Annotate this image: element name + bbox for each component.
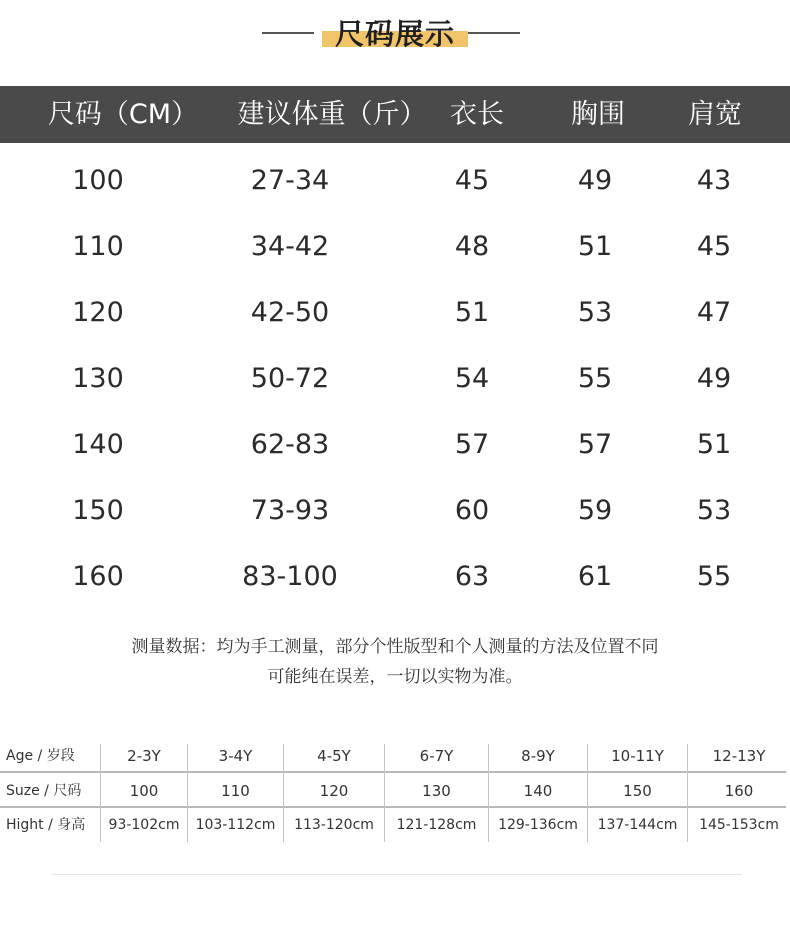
cell-chest: 53 <box>577 297 613 328</box>
cell-length: 63 <box>454 561 490 592</box>
cell-length: 48 <box>454 231 490 262</box>
age-cell: 8-9Y <box>521 747 555 765</box>
size-cell: 110 <box>221 782 250 800</box>
title-text: 尺码展示 <box>334 17 455 51</box>
height-cell: 137-144cm <box>597 817 678 833</box>
cell-size: 110 <box>72 231 124 262</box>
table-row <box>0 544 790 610</box>
size-cell: 120 <box>319 782 349 800</box>
size-cell: 130 <box>422 782 451 800</box>
cell-chest: 61 <box>577 561 613 592</box>
cell-weight: 62-83 <box>250 429 330 460</box>
table-row <box>0 412 790 478</box>
cell-chest: 51 <box>577 231 613 262</box>
size-cell: 140 <box>523 782 553 800</box>
cell-size: 120 <box>72 297 124 328</box>
table-row <box>0 478 790 544</box>
title-rule-right <box>468 32 520 34</box>
cell-shoulder: 43 <box>696 165 732 196</box>
height-cell: 129-136cm <box>498 817 578 833</box>
header-chest: 胸围 <box>571 99 625 130</box>
cell-size: 130 <box>72 363 124 394</box>
age-cell: 6-7Y <box>419 747 454 765</box>
cell-length: 57 <box>454 429 490 460</box>
cell-size: 140 <box>72 429 124 460</box>
table-row <box>0 346 790 412</box>
cell-length: 45 <box>454 165 490 196</box>
size-cell: 150 <box>623 782 652 800</box>
row-label-height: Hight / 身高 <box>6 817 86 833</box>
height-cell: 145-153cm <box>699 817 779 833</box>
row-label-size: Suze / 尺码 <box>6 783 82 799</box>
title-rule-left <box>262 32 314 34</box>
age-cell: 12-13Y <box>712 747 766 765</box>
cell-length: 51 <box>454 297 490 328</box>
cell-shoulder: 45 <box>696 231 732 262</box>
cell-weight: 27-34 <box>250 165 330 196</box>
cell-weight: 73-93 <box>250 495 330 526</box>
height-row <box>0 808 790 842</box>
height-cell: 93-102cm <box>108 817 180 833</box>
cell-shoulder: 47 <box>696 297 732 328</box>
cell-weight: 34-42 <box>250 231 330 262</box>
table-row <box>0 280 790 346</box>
cell-chest: 55 <box>577 363 613 394</box>
height-cell: 113-120cm <box>294 817 374 833</box>
cell-chest: 59 <box>577 495 613 526</box>
height-cell: 121-128cm <box>396 817 477 833</box>
cell-shoulder: 51 <box>696 429 732 460</box>
row-label-age: Age / 岁段 <box>6 748 75 764</box>
age-cell: 4-5Y <box>317 747 351 765</box>
bottom-divider <box>52 874 742 875</box>
size-cell: 100 <box>129 782 159 800</box>
cell-weight: 42-50 <box>250 297 330 328</box>
cell-size: 160 <box>72 561 124 592</box>
height-cell: 103-112cm <box>195 817 276 833</box>
cell-weight: 50-72 <box>250 363 330 394</box>
size-chart-header <box>0 86 790 143</box>
header-size: 尺码（CM） <box>47 99 199 130</box>
table-row <box>0 148 790 214</box>
cell-size: 150 <box>72 495 124 526</box>
age-row <box>0 739 790 773</box>
measurement-note-line2: 可能纯在误差，一切以实物为准。 <box>267 667 523 687</box>
table-row <box>0 214 790 280</box>
cell-size: 100 <box>72 165 124 196</box>
cell-chest: 57 <box>577 429 613 460</box>
header-shoulder: 肩宽 <box>688 99 742 130</box>
header-length: 衣长 <box>450 99 504 130</box>
cell-shoulder: 49 <box>696 363 732 394</box>
cell-length: 60 <box>454 495 490 526</box>
age-cell: 3-4Y <box>218 747 253 765</box>
section-title <box>0 10 790 54</box>
age-cell: 2-3Y <box>127 747 161 765</box>
cell-chest: 49 <box>577 165 613 196</box>
size-cell: 160 <box>724 782 754 800</box>
cell-weight: 83-100 <box>242 561 338 592</box>
measurement-note-line1: 测量数据：均为手工测量，部分个性版型和个人测量的方法及位置不同 <box>131 637 659 657</box>
cell-length: 54 <box>454 363 490 394</box>
cell-shoulder: 53 <box>696 495 732 526</box>
cell-shoulder: 55 <box>696 561 732 592</box>
age-cell: 10-11Y <box>611 747 664 765</box>
header-weight: 建议体重（斤） <box>237 99 427 130</box>
size-row <box>0 774 790 808</box>
